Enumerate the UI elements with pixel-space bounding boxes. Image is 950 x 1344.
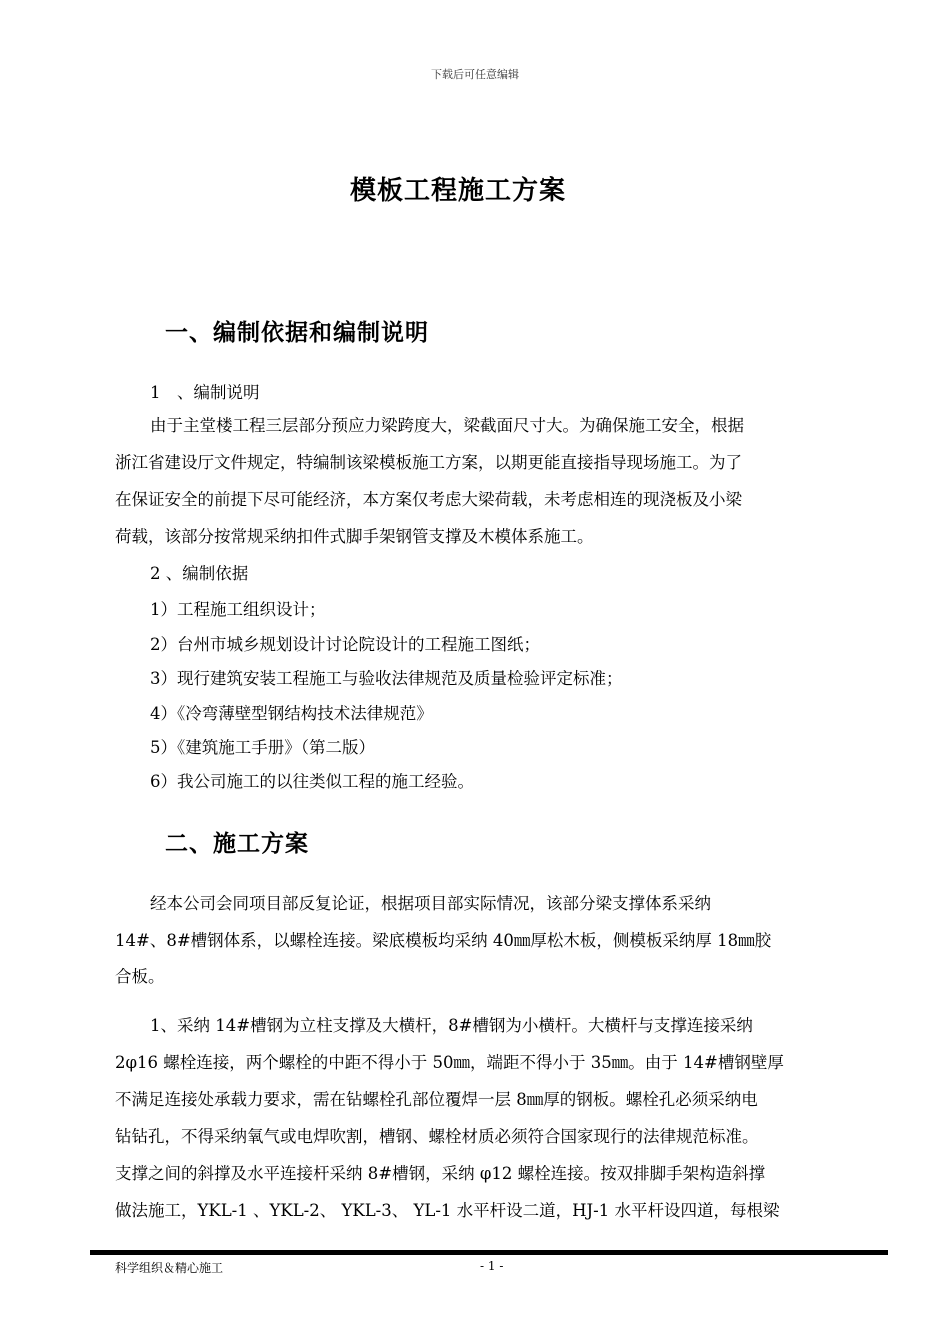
list-item: 6）我公司施工的以往类似工程的施工经验。	[150, 772, 474, 791]
paragraph-line: 浙江省建设厅文件规定，特编制该梁模板施工方案，以期更能直接指导现场施工。为了	[115, 453, 742, 472]
list-item: 1）工程施工组织设计；	[150, 600, 326, 619]
paragraph-line: 14#、8#槽钢体系，以螺栓连接。梁底模板均采纳 40㎜厚松木板，侧模板采纳厚 18㎜胶	[115, 931, 772, 950]
footer-rule	[90, 1250, 888, 1255]
footer-motto: 科学组织＆精心施工	[115, 1261, 224, 1275]
paragraph-line: 钻钻孔，不得采纳氧气或电焊吹割，槽钢、螺栓材质必须符合国家现行的法律规范标准。	[115, 1127, 759, 1146]
list-item: 2）台州市城乡规划设计讨论院设计的工程施工图纸；	[150, 635, 540, 654]
section-heading-1: 一、编制依据和编制说明	[165, 320, 429, 346]
document-title: 模板工程施工方案	[349, 176, 566, 206]
paragraph-line: 1、采纳 14#槽钢为立柱支撑及大横杆，8#槽钢为小横杆。大横杆与支撑连接采纳	[150, 1016, 753, 1035]
header-note: 下载后可任意编辑	[431, 68, 519, 81]
paragraph-line: 在保证安全的前提下尽可能经济，本方案仅考虑大梁荷载，未考虑相连的现浇板及小梁	[115, 490, 742, 509]
paragraph-line: 不满足连接处承载力要求，需在钻螺栓孔部位覆焊一层 8㎜厚的钢板。螺栓孔必须采纳电	[115, 1090, 758, 1109]
paragraph-line: 支撑之间的斜撑及水平连接杆采纳 8#槽钢，采纳 φ12 螺栓连接。按双排脚手架构造斜撑	[115, 1164, 766, 1183]
paragraph-line: 由于主堂楼工程三层部分预应力梁跨度大，梁截面尺寸大。为确保施工安全，根据	[150, 416, 744, 435]
subheading-compile-notes: 1 、编制说明	[150, 383, 260, 402]
paragraph-line: 做法施工，YKL-1 、YKL-2、 YKL-3、 YL-1 水平杆设二道，HJ-1 水平杆设四道，每根梁	[115, 1201, 780, 1220]
list-item: 3）现行建筑安装工程施工与验收法律规范及质量检验评定标准；	[150, 669, 623, 688]
list-item: 4）《冷弯薄壁型钢结构技术法律规范》	[150, 704, 433, 723]
paragraph-line: 合板。	[115, 967, 165, 986]
section-heading-2: 二、施工方案	[165, 831, 309, 857]
paragraph-line: 荷载，该部分按常规采纳扣件式脚手架钢管支撑及木模体系施工。	[115, 527, 594, 546]
page-number: - 1 -	[480, 1259, 504, 1273]
list-item: 5）《建筑施工手册》（第二版）	[150, 738, 375, 757]
paragraph-line: 2φ16 螺栓连接，两个螺栓的中距不得小于 50㎜，端距不得小于 35㎜。由于 14#槽钢壁厚	[115, 1053, 784, 1072]
paragraph-line: 经本公司会同项目部反复论证，根据项目部实际情况，该部分梁支撑体系采纳	[150, 894, 711, 913]
subheading-compile-basis: 2 、编制依据	[150, 564, 249, 583]
